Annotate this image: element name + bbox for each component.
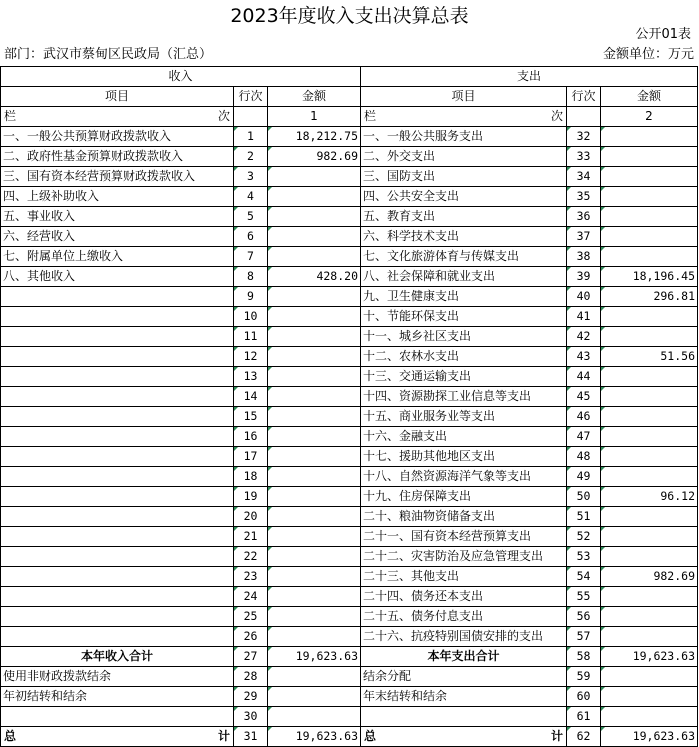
expense-amount-cell: [601, 547, 698, 567]
income-amount-cell: [268, 547, 361, 567]
income-amount-cell: 19,623.63: [268, 647, 361, 667]
table-row: [1, 667, 698, 687]
income-amount-cell: [268, 287, 361, 307]
expense-rowno-cell: 40: [567, 287, 601, 307]
expense-rowno-cell: 56: [567, 607, 601, 627]
income-amount-cell: [268, 447, 361, 467]
table-row: [1, 607, 698, 627]
income-item-cell: [1, 447, 234, 467]
lan-left: 栏: [4, 109, 17, 123]
table-row: [1, 687, 698, 707]
table-row: [1, 147, 698, 167]
expense-item-cell: 二十二、灾害防治及应急管理支出: [361, 547, 567, 567]
income-rowno-cell: 19: [234, 487, 268, 507]
income-amount-cell: [268, 587, 361, 607]
income-amount-cell: 982.69: [268, 147, 361, 167]
income-item-cell: [1, 607, 234, 627]
income-header: 收入: [1, 67, 361, 87]
expense-rowno-cell: 49: [567, 467, 601, 487]
expense-item-cell: 十九、住房保障支出: [361, 487, 567, 507]
income-item-cell: 年初结转和结余: [1, 687, 234, 707]
total-right: 计: [550, 729, 563, 743]
expense-amount-cell: [601, 127, 698, 147]
expense-rowno-cell: 48: [567, 447, 601, 467]
income-item-cell: [1, 547, 234, 567]
expense-amount-cell: [601, 427, 698, 447]
income-amount-cell: [268, 367, 361, 387]
table-row: [1, 467, 698, 487]
expense-item-cell: 十一、城乡社区支出: [361, 327, 567, 347]
income-amount-cell: [268, 387, 361, 407]
income-item-cell: [1, 407, 234, 427]
income-rowno-cell: 22: [234, 547, 268, 567]
department-label: 部门：武汉市蔡甸区民政局（汇总）: [4, 47, 213, 62]
income-item-cell: 三、国有资本经营预算财政拨款收入: [1, 167, 234, 187]
expense-total-amount: 19,623.63: [601, 727, 698, 747]
income-amount-cell: [268, 187, 361, 207]
expense-item-cell: 一、一般公共服务支出: [361, 127, 567, 147]
expense-rowno-cell: 59: [567, 667, 601, 687]
expense-rowno-cell: 58: [567, 647, 601, 667]
table-row: [1, 447, 698, 467]
income-rowno-cell: 11: [234, 327, 268, 347]
income-rowno-cell: 10: [234, 307, 268, 327]
income-rowno-header: 行次: [234, 87, 268, 107]
income-item-cell: [1, 387, 234, 407]
income-item-cell: 二、政府性基金预算财政拨款收入: [1, 147, 234, 167]
income-item-cell: 一、一般公共预算财政拨款收入: [1, 127, 234, 147]
income-item-cell: 四、上级补助收入: [1, 187, 234, 207]
expense-item-cell: 二十五、债务付息支出: [361, 607, 567, 627]
table-row: [1, 267, 698, 287]
expense-amount-cell: [601, 187, 698, 207]
expense-rowno-cell: 54: [567, 567, 601, 587]
total-left: 总: [4, 729, 17, 743]
table-row: [1, 487, 698, 507]
income-amount-cell: [268, 407, 361, 427]
income-amount-header: 金额: [268, 87, 361, 107]
expense-rowno-cell: 60: [567, 687, 601, 707]
table-row: [1, 187, 698, 207]
expense-item-cell: 二十六、抗疫特别国债安排的支出: [361, 627, 567, 647]
expense-rowno-cell: 51: [567, 507, 601, 527]
income-item-cell: [1, 587, 234, 607]
income-amount-cell: [268, 667, 361, 687]
table-row: [1, 227, 698, 247]
expense-item-header: 项目: [361, 87, 567, 107]
income-rowno-cell: 5: [234, 207, 268, 227]
column-index-row: [1, 107, 698, 127]
income-amount-cell: [268, 607, 361, 627]
expense-amount-cell: [601, 467, 698, 487]
income-rowno-cell: 12: [234, 347, 268, 367]
expense-item-cell: [361, 707, 567, 727]
income-rowno-cell: 24: [234, 587, 268, 607]
income-rowno-cell: 2: [234, 147, 268, 167]
table-row: [1, 627, 698, 647]
income-item-cell: 六、经营收入: [1, 227, 234, 247]
income-item-cell: [1, 487, 234, 507]
income-item-cell: 七、附属单位上缴收入: [1, 247, 234, 267]
income-rowno-cell: 27: [234, 647, 268, 667]
expense-rowno-cell: 55: [567, 587, 601, 607]
table-row: [1, 367, 698, 387]
section-header-row: [1, 67, 698, 87]
table-row: [1, 127, 698, 147]
table-row: [1, 427, 698, 447]
unit-label: 金额单位：万元: [602, 47, 694, 62]
expense-rowno-cell: 61: [567, 707, 601, 727]
income-rowno-cell: 4: [234, 187, 268, 207]
income-amount-cell: [268, 687, 361, 707]
lan-right: 次: [550, 109, 563, 123]
expense-amount-cell: [601, 667, 698, 687]
expense-rowno-cell: 39: [567, 267, 601, 287]
income-rowno-cell: 9: [234, 287, 268, 307]
form-code: 公开01表: [635, 27, 691, 42]
expense-item-cell: 二、外交支出: [361, 147, 567, 167]
page-title: 2023年度收入支出决算总表: [230, 5, 469, 27]
expense-amount-cell: [601, 527, 698, 547]
expense-item-cell: 本年支出合计: [361, 647, 567, 667]
expense-rowno-cell: 35: [567, 187, 601, 207]
expense-item-cell: 二十、粮油物资储备支出: [361, 507, 567, 527]
table-row: [1, 307, 698, 327]
table-row: [1, 207, 698, 227]
expense-amount-cell: [601, 687, 698, 707]
expense-amount-cell: [601, 147, 698, 167]
expense-amount-cell: [601, 447, 698, 467]
income-amount-cell: [268, 627, 361, 647]
income-item-cell: [1, 707, 234, 727]
income-amount-cell: [268, 247, 361, 267]
income-total-amount: 19,623.63: [268, 727, 361, 747]
income-item-header: 项目: [1, 87, 234, 107]
income-rowno-cell: 23: [234, 567, 268, 587]
expense-rowno-cell: 36: [567, 207, 601, 227]
income-total-rowno: 31: [234, 727, 268, 747]
income-item-cell: [1, 347, 234, 367]
expense-amount-cell: 982.69: [601, 567, 698, 587]
income-item-cell: [1, 307, 234, 327]
expense-rowno-cell: 32: [567, 127, 601, 147]
expense-item-cell: 十四、资源勘探工业信息等支出: [361, 387, 567, 407]
expense-lan-cell: [361, 107, 567, 127]
income-item-cell: 使用非财政拨款结余: [1, 667, 234, 687]
table-row: [1, 647, 698, 667]
expense-item-cell: 二十三、其他支出: [361, 567, 567, 587]
expense-amount-cell: [601, 227, 698, 247]
income-item-cell: 八、其他收入: [1, 267, 234, 287]
table-row: [1, 547, 698, 567]
expense-amount-cell: 19,623.63: [601, 647, 698, 667]
column-header-row: [1, 87, 698, 107]
expense-amount-cell: [601, 507, 698, 527]
expense-item-cell: 结余分配: [361, 667, 567, 687]
expense-rowno-cell: 44: [567, 367, 601, 387]
expense-amount-cell: [601, 707, 698, 727]
table-row: [1, 287, 698, 307]
income-amount-cell: [268, 347, 361, 367]
income-rowno-cell: 21: [234, 527, 268, 547]
expense-amount-cell: [601, 247, 698, 267]
income-amount-cell: [268, 207, 361, 227]
expense-rowno-cell: 53: [567, 547, 601, 567]
expense-amount-cell: [601, 367, 698, 387]
income-item-cell: [1, 627, 234, 647]
income-rowno-cell: 18: [234, 467, 268, 487]
table-row: [1, 527, 698, 547]
lan-right: 次: [217, 109, 230, 123]
income-item-cell: [1, 567, 234, 587]
income-item-cell: [1, 367, 234, 387]
expense-rowno-cell: 38: [567, 247, 601, 267]
income-item-cell: [1, 287, 234, 307]
expense-item-cell: 十、节能环保支出: [361, 307, 567, 327]
income-item-cell: 本年收入合计: [1, 647, 234, 667]
expense-item-cell: 六、科学技术支出: [361, 227, 567, 247]
expense-item-cell: 十七、援助其他地区支出: [361, 447, 567, 467]
expense-item-cell: 十二、农林水支出: [361, 347, 567, 367]
income-rowno-cell: 17: [234, 447, 268, 467]
income-total-label: [1, 727, 234, 747]
income-rowno-cell: 30: [234, 707, 268, 727]
table-row: [1, 507, 698, 527]
expense-rowno-cell: 34: [567, 167, 601, 187]
table-row: [1, 567, 698, 587]
expense-item-cell: 十六、金融支出: [361, 427, 567, 447]
table-row: [1, 167, 698, 187]
income-amount-cell: [268, 167, 361, 187]
income-amount-cell: [268, 307, 361, 327]
expense-rowno-cell: 47: [567, 427, 601, 447]
expense-header: 支出: [361, 67, 698, 87]
income-item-cell: [1, 467, 234, 487]
income-item-cell: 五、事业收入: [1, 207, 234, 227]
income-amount-cell: [268, 327, 361, 347]
expense-item-cell: 八、社会保障和就业支出: [361, 267, 567, 287]
income-item-cell: [1, 507, 234, 527]
table-row: [1, 587, 698, 607]
expense-amount-cell: [601, 327, 698, 347]
expense-amount-cell: [601, 387, 698, 407]
expense-rowno-cell: 57: [567, 627, 601, 647]
income-item-cell: [1, 327, 234, 347]
income-index-rowno: [234, 107, 268, 127]
expense-amount-cell: [601, 587, 698, 607]
table-row: [1, 387, 698, 407]
expense-item-cell: 十三、交通运输支出: [361, 367, 567, 387]
expense-item-cell: 二十一、国有资本经营预算支出: [361, 527, 567, 547]
income-col-index: 1: [268, 107, 361, 127]
income-rowno-cell: 15: [234, 407, 268, 427]
expense-item-cell: 十五、商业服务业等支出: [361, 407, 567, 427]
expense-rowno-cell: 45: [567, 387, 601, 407]
expense-amount-header: 金额: [601, 87, 698, 107]
table-row: [1, 707, 698, 727]
income-amount-cell: [268, 227, 361, 247]
expense-amount-cell: 51.56: [601, 347, 698, 367]
expense-item-cell: 二十四、债务还本支出: [361, 587, 567, 607]
table-row: [1, 407, 698, 427]
expense-index-rowno: [567, 107, 601, 127]
income-amount-cell: 18,212.75: [268, 127, 361, 147]
expense-amount-cell: 18,196.45: [601, 267, 698, 287]
expense-item-cell: 四、公共安全支出: [361, 187, 567, 207]
expense-rowno-header: 行次: [567, 87, 601, 107]
expense-amount-cell: [601, 307, 698, 327]
table-row: [1, 347, 698, 367]
income-rowno-cell: 20: [234, 507, 268, 527]
expense-item-cell: 十八、自然资源海洋气象等支出: [361, 467, 567, 487]
income-rowno-cell: 3: [234, 167, 268, 187]
income-lan-cell: [1, 107, 234, 127]
expense-item-cell: 三、国防支出: [361, 167, 567, 187]
expense-amount-cell: 96.12: [601, 487, 698, 507]
income-amount-cell: [268, 527, 361, 547]
income-rowno-cell: 16: [234, 427, 268, 447]
income-amount-cell: [268, 567, 361, 587]
expense-amount-cell: [601, 627, 698, 647]
expense-rowno-cell: 42: [567, 327, 601, 347]
income-rowno-cell: 13: [234, 367, 268, 387]
expense-item-cell: 七、文化旅游体育与传媒支出: [361, 247, 567, 267]
table-row: [1, 247, 698, 267]
expense-amount-cell: [601, 167, 698, 187]
lan-left: 栏: [364, 109, 377, 123]
income-rowno-cell: 25: [234, 607, 268, 627]
income-rowno-cell: 7: [234, 247, 268, 267]
expense-rowno-cell: 33: [567, 147, 601, 167]
expense-col-index: 2: [601, 107, 698, 127]
expense-amount-cell: [601, 407, 698, 427]
income-amount-cell: [268, 507, 361, 527]
expense-total-label: [361, 727, 567, 747]
income-amount-cell: [268, 487, 361, 507]
expense-amount-cell: [601, 607, 698, 627]
income-rowno-cell: 14: [234, 387, 268, 407]
income-item-cell: [1, 427, 234, 447]
expense-amount-cell: [601, 207, 698, 227]
income-rowno-cell: 8: [234, 267, 268, 287]
income-amount-cell: [268, 467, 361, 487]
income-rowno-cell: 28: [234, 667, 268, 687]
expense-rowno-cell: 52: [567, 527, 601, 547]
expense-rowno-cell: 41: [567, 307, 601, 327]
income-rowno-cell: 1: [234, 127, 268, 147]
total-row: [1, 727, 698, 747]
expense-amount-cell: 296.81: [601, 287, 698, 307]
income-rowno-cell: 6: [234, 227, 268, 247]
income-item-cell: [1, 527, 234, 547]
income-amount-cell: 428.20: [268, 267, 361, 287]
expense-total-rowno: 62: [567, 727, 601, 747]
income-amount-cell: [268, 427, 361, 447]
expense-rowno-cell: 46: [567, 407, 601, 427]
table-row: [1, 327, 698, 347]
budget-table: [0, 66, 698, 747]
expense-rowno-cell: 43: [567, 347, 601, 367]
expense-item-cell: 五、教育支出: [361, 207, 567, 227]
total-left: 总: [364, 729, 377, 743]
expense-item-cell: 年末结转和结余: [361, 687, 567, 707]
expense-item-cell: 九、卫生健康支出: [361, 287, 567, 307]
expense-rowno-cell: 37: [567, 227, 601, 247]
expense-rowno-cell: 50: [567, 487, 601, 507]
income-rowno-cell: 29: [234, 687, 268, 707]
income-rowno-cell: 26: [234, 627, 268, 647]
income-amount-cell: [268, 707, 361, 727]
total-right: 计: [217, 729, 230, 743]
